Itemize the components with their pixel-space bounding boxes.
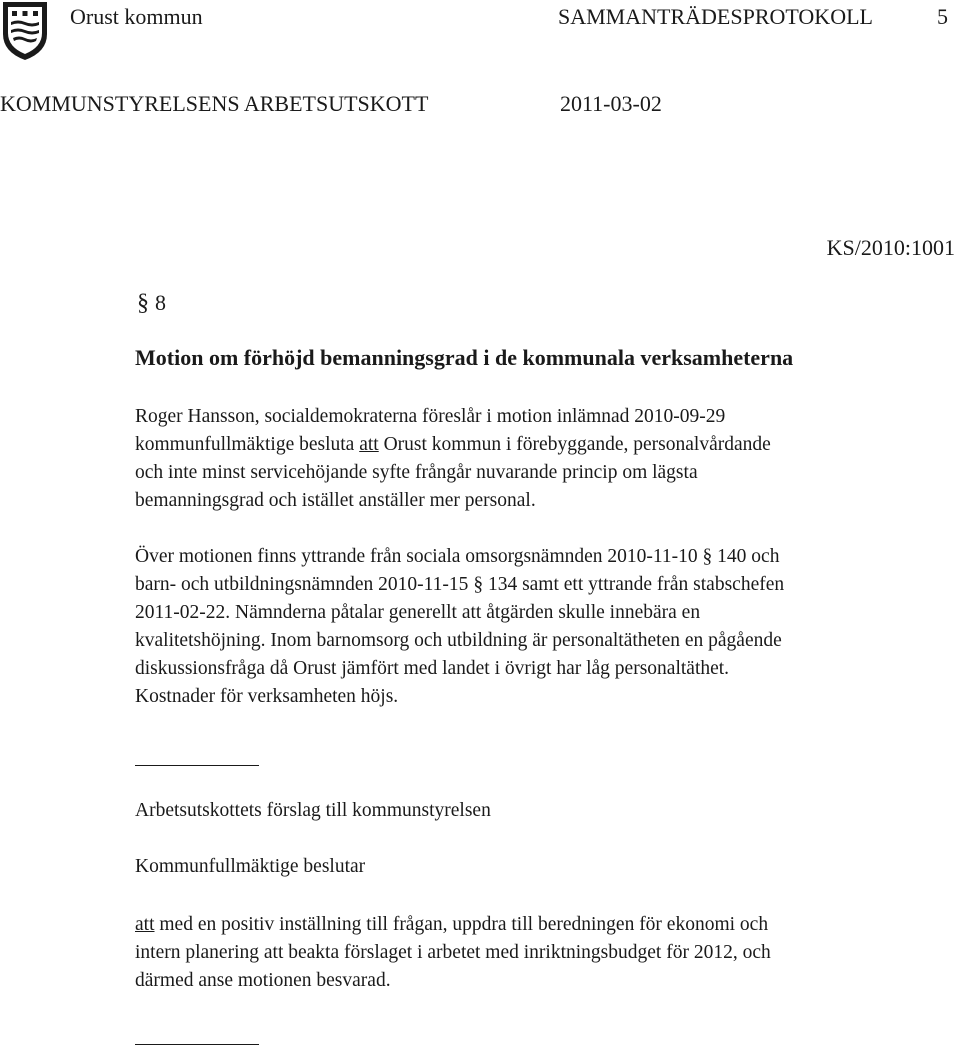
case-reference: KS/2010:1001 <box>826 235 955 260</box>
paragraph-number-value: 8 <box>155 290 166 315</box>
organization-name: Orust kommun <box>70 4 203 29</box>
document-type: SAMMANTRÄDESPROTOKOLL <box>558 4 873 29</box>
divider <box>135 1044 259 1045</box>
proposal-heading: Arbetsutskottets förslag till kommunstyrelsen <box>135 800 491 821</box>
municipality-coat-of-arms-logo <box>0 0 50 62</box>
text-line: Roger Hansson, socialdemokraterna föreslår i motion inlämnad 2010-09-29 <box>135 406 726 427</box>
section-symbol: § <box>473 574 484 595</box>
statements-paragraph <box>135 543 955 711</box>
text-line: 2011-02-22. Nämnderna påtalar generellt att åtgärden skulle innebära en <box>135 602 701 623</box>
text-line: Kostnader för verksamheten höjs. <box>135 686 399 707</box>
text-line: och inte minst servicehöjande syfte frångår nuvarande princip om lägsta <box>135 462 698 483</box>
paragraph-number <box>137 290 166 316</box>
text-line: barn- och utbildningsnämnden 2010-11-15 § 134 samt ett yttrande från stabschefen <box>135 574 785 595</box>
text-line: intern planering att beakta förslaget i arbetet med inriktningsbudget för 2012, och <box>135 942 771 963</box>
att-keyword: att <box>135 914 155 935</box>
decision-heading: Kommunfullmäktige beslutar <box>135 856 366 877</box>
meeting-date: 2011-03-02 <box>560 91 662 116</box>
text-line: bemanningsgrad och istället anställer mer personal. <box>135 490 536 511</box>
page-number: 5 <box>937 4 948 29</box>
background-paragraph <box>135 403 955 515</box>
decision-paragraph <box>135 911 955 995</box>
text-line: kvalitetshöjning. Inom barnomsorg och utbildning är personaltätheten en pågående <box>135 630 782 651</box>
section-symbol: § <box>137 290 149 316</box>
text-line: diskussionsfråga då Orust jämfört med landet i övrigt har låg personaltäthet. <box>135 658 730 679</box>
text-line: Över motionen finns yttrande från sociala omsorgsnämnden 2010-11-10 § 140 och <box>135 546 780 567</box>
text-line: att med en positiv inställning till frågan, uppdra till beredningen för ekonomi och <box>135 914 769 935</box>
page-title: Motion om förhöjd bemanningsgrad i de kommunala verksamheterna <box>135 345 794 370</box>
text-line: därmed anse motionen besvarad. <box>135 970 391 991</box>
section-symbol: § <box>702 546 713 567</box>
att-keyword: att <box>359 434 379 455</box>
divider <box>135 765 259 766</box>
text-line: kommunfullmäktige besluta att Orust kommun i förebyggande, personalvårdande <box>135 434 771 455</box>
committee-name: KOMMUNSTYRELSENS ARBETSUTSKOTT <box>0 91 429 116</box>
